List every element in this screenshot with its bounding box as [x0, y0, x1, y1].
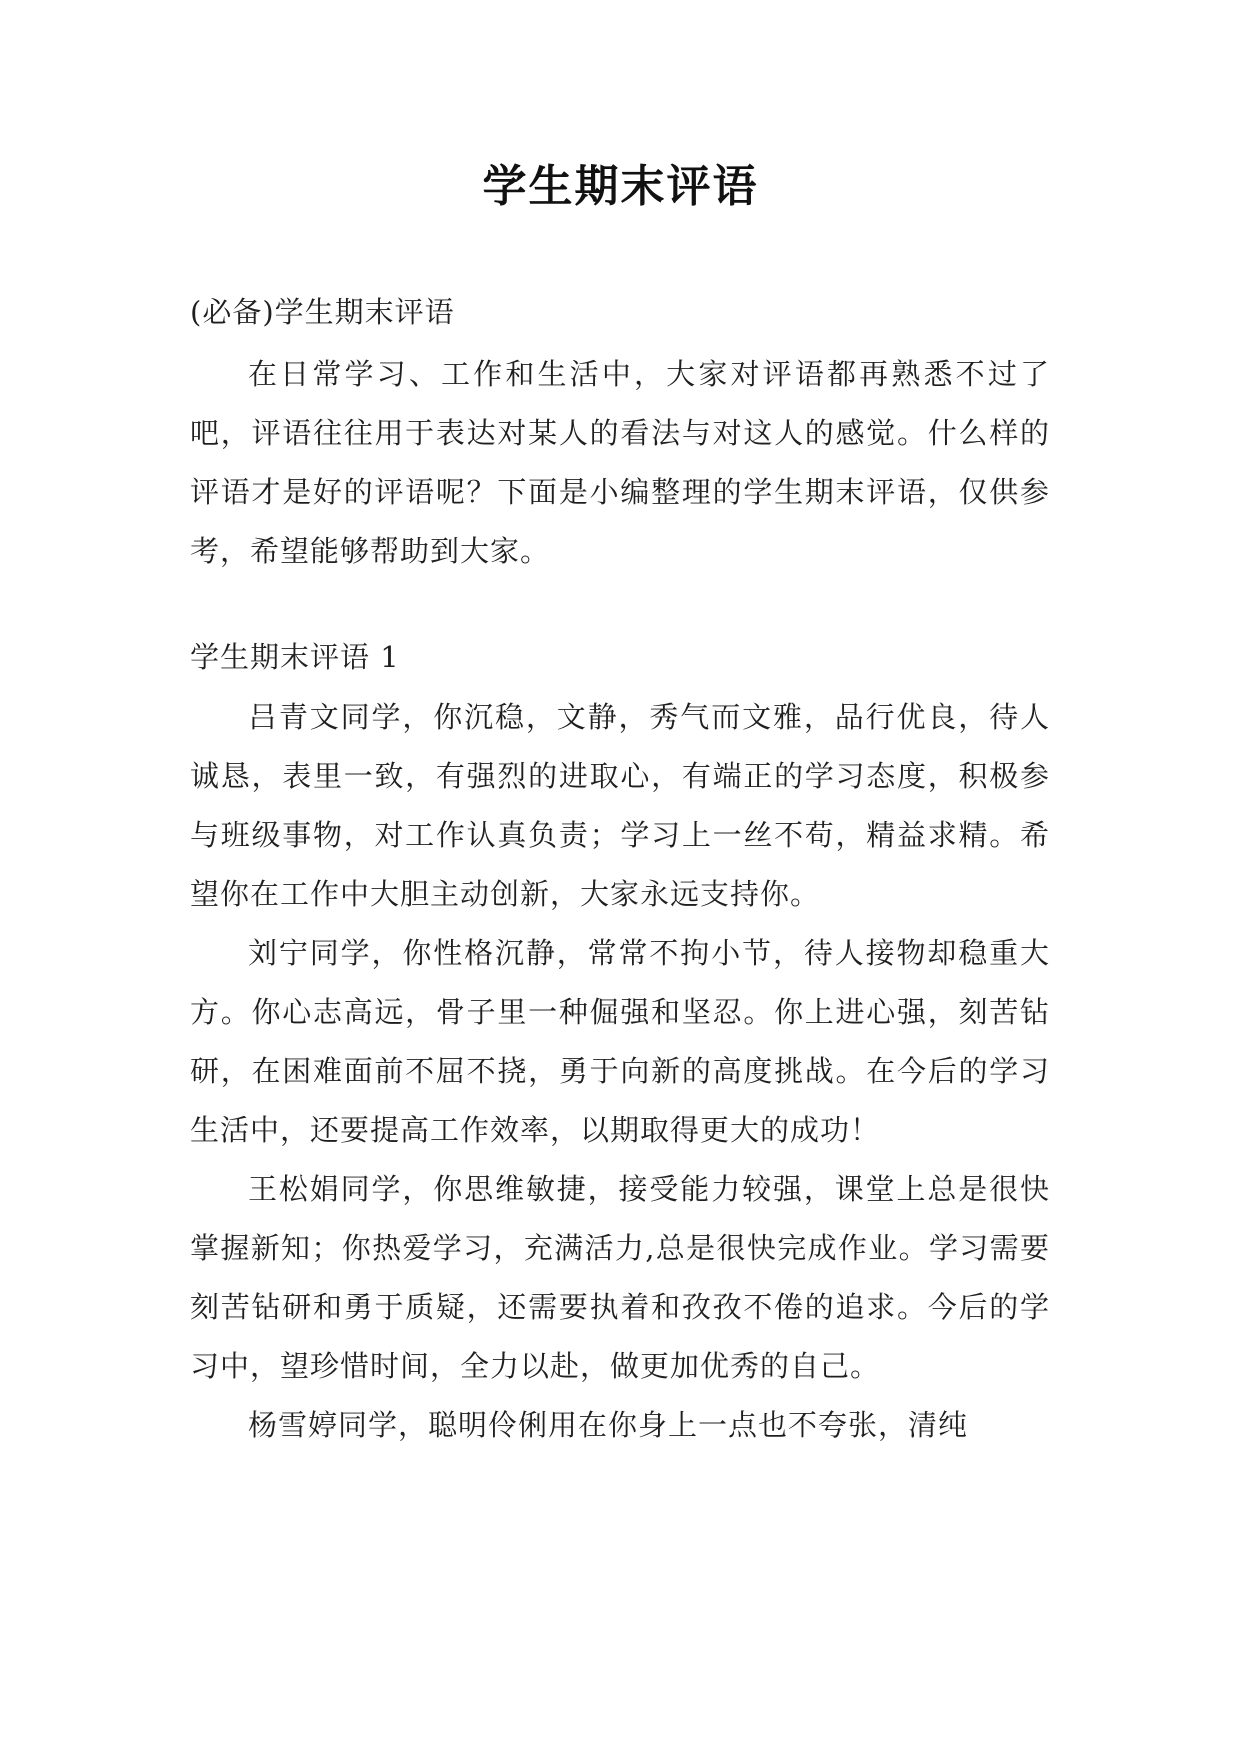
comment-paragraph: 刘宁同学，你性格沉静，常常不拘小节，待人接物却稳重大方。你心志高远，骨子里一种倔强和坚忍。你上进心强，刻苦钻研，在困难面前不屈不挠，勇于向新的高度挑战。在今后的学习生活中，还要提高工作效率，以期取得更大的成功！	[190, 936, 1050, 1147]
section-heading-block	[190, 628, 1050, 687]
comment-paragraph: 王松娟同学，你思维敏捷，接受能力较强，课堂上总是很快掌握新知；你热爱学习，充满活力,总是很快完成作业。学习需要刻苦钻研和勇于质疑，还需要执着和孜孜不倦的追求。今后的学习中，望珍惜时间，全力以赴，做更加优秀的自己。	[190, 1172, 1050, 1383]
comment-paragraph: 吕青文同学，你沉稳，文静，秀气而文雅，品行优良，待人诚恳，表里一致，有强烈的进取心，有端正的学习态度，积极参与班级事物，对工作认真负责；学习上一丝不苟，精益求精。希望你在工作中大胆主动创新，大家永远支持你。	[190, 700, 1050, 911]
intro-paragraph: 在日常学习、工作和生活中，大家对评语都再熟悉不过了吧，评语往往用于表达对某人的看法与对这人的感觉。什么样的评语才是好的评语呢？下面是小编整理的学生期末评语，仅供参考，希望能够帮助到大家。	[190, 357, 1050, 568]
subtitle-text: (必备)学生期末评语	[190, 295, 455, 329]
section-heading: 学生期末评语 1	[190, 640, 400, 674]
intro-block	[190, 345, 1050, 581]
comments-list	[190, 688, 1050, 1455]
comment-paragraph: 杨雪婷同学，聪明伶俐用在你身上一点也不夸张，清纯	[248, 1408, 969, 1442]
document-subtitle	[190, 283, 1050, 342]
document-title: 学生期末评语	[482, 161, 759, 212]
